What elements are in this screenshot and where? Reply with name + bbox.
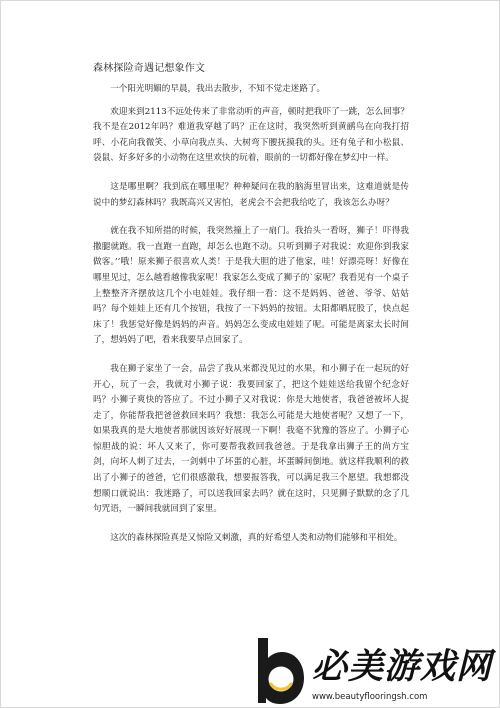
site-watermark: [250, 634, 500, 708]
paragraph-2: 欢迎来到2113不远处传来了非常动听的声音，顿时把我吓了一跳，怎么回事？我不是在2012年吗？难道我穿越了吗？正在这时，我突然听到黄鹂鸟在向我打招呼、小花向我微笑、小草向我点头、大树弯下腰抚摸我的头。还有兔子和小松鼠、袋鼠、好多好多的小动物在这里欢快的玩着，眼前的一切都好像在梦幻中一样。: [93, 106, 409, 164]
document-body: [93, 62, 409, 559]
paragraph-5: 我在狮子家坐了一会，品尝了我从来都没见过的水果，和小狮子在一起玩的好开心，玩了一会，我就对小狮子说：我要回家了，把这个娃娃送给我留个纪念好吗？小狮子爽快的答应了。不过小狮子又对我说：你是大地使者，我爸爸被坏人捉走了，你能帮我把爸爸救回来吗？我想：我怎么可能是大地使者呢？又想了一下，如果我真的是大地使者那就因该好好展现一下啊！我毫不犹豫的答应了。小狮子心惊胆战的说：坏人又来了，你可要帮我救回我爸爸。于是我拿出狮子王的尚方宝剑，向坏人刺了过去，一剑刺中了坏蛋的心脏，坏蛋瞬间倒地。就这样我顺利的救出了小狮子的爸爸，它们很感激我，想要报答我，可以满足我三个愿望。我想都没想顺口就说出：我迷路了，可以送我回家去吗？就在这时，只见狮子默默的念了几句咒语，一瞬间我就回到了家里。: [93, 363, 409, 515]
paragraph-1: 一个阳光明媚的早晨，我出去散步，不知不觉走迷路了。: [110, 84, 326, 94]
paragraph-6: 这次的森林探险真是又惊险又刺激，真的好希望人类和动物们能够和平相处。: [110, 532, 403, 543]
paragraph-3: 这是哪里啊？我到底在哪里呢？种种疑问在我的脑海里冒出来，这难道就是传说中的梦幻森林吗？我既高兴又害怕，老虎会不会把我给吃了，我该怎么办呀？: [93, 181, 409, 208]
paragraph-4: 就在我不知所措的时候，我突然撞上了一扇门。我抬头一看呀，狮子！吓得我撒腿就跑。我一直跑一直跑，却怎么也跑不动。只听到狮子对我说：欢迎你到我家做客。’’哦！原来狮子很喜欢人类！于是我大胆的进了他家，哇！好漂亮呀！好像在哪里见过，怎么越看越像我家呢！我家怎么变成了狮子的`家呢？我看见有一个桌子上整整齐齐摆放这几个小电娃娃。我仔细一看：这不是妈妈、爸爸、爷爷、姑姑吗？每个娃娃上还有几个按钮，我按了一下妈妈的按钮。太阳都晒屁股了，快点起床了！我惩觉好像是妈妈的声音。妈妈怎么变成电娃娃了呢。可能是离家太长时间了，想妈妈了吧，看来我要早点回家了。: [93, 226, 409, 346]
site-watermark-name: 必美游戏网: [312, 647, 493, 687]
document-title: 森林探险奇遇记想象作文: [93, 63, 206, 74]
b-logo-icon: [250, 634, 308, 706]
site-watermark-url: www.beautyflooringsh.com: [312, 692, 428, 702]
